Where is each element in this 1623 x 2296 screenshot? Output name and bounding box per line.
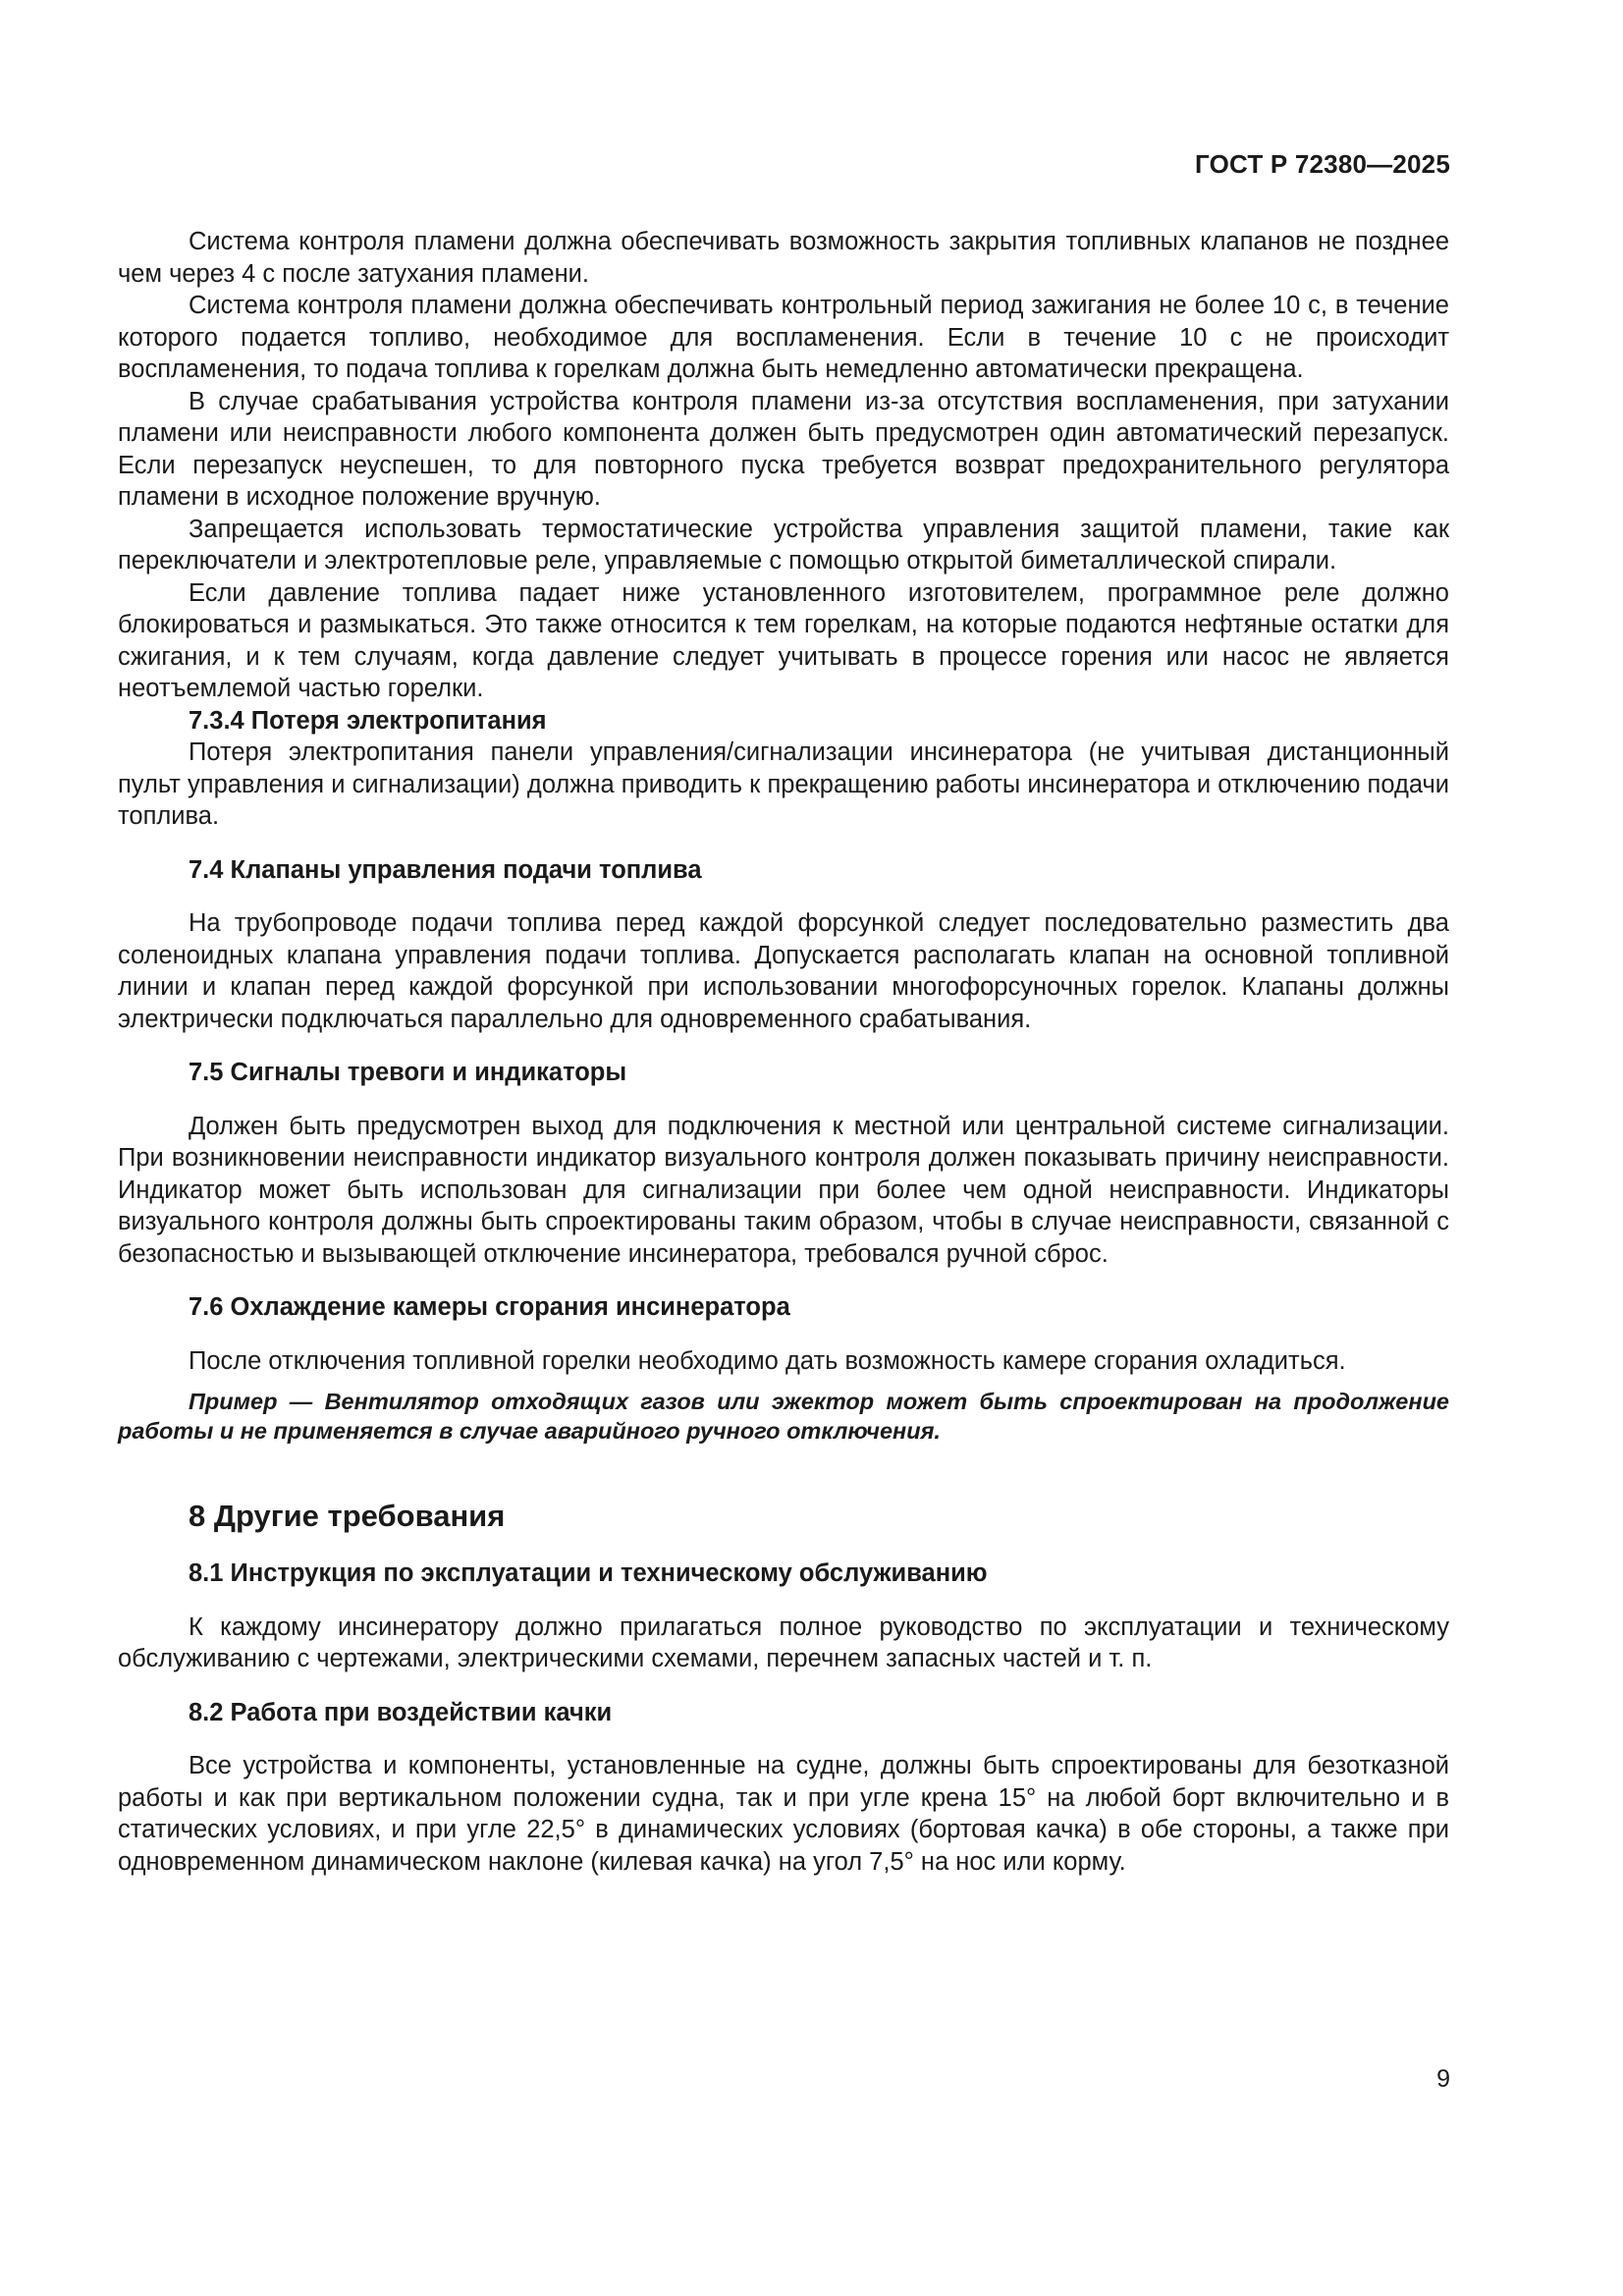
heading-8: 8 Другие требования	[189, 1499, 506, 1533]
example-note: Пример — Вентилятор отходящих газов или эжектор может быть спроектирован на продолжение работы и не применяется в случае аварийного ручного отключения.	[118, 1389, 1449, 1444]
paragraph-ignition-period: Система контроля пламени должна обеспечивать контрольный период зажигания не более 10 с, в течение которого подается топливо, необходимое для воспламенения. Если в течение 10 с не происходит воспламенения, то подача топлива к горелкам должна быть немедленно автоматически прекращена.	[118, 292, 1449, 383]
paragraph-power-loss: Потеря электропитания панели управления/сигнализации инсинератора (не учитывая дистанционный пульт управления и сигнализации) должна приводить к прекращению работы инсинератора и отключению подачи топлива.	[118, 738, 1449, 830]
paragraph-fuel-valves: На трубопроводе подачи топлива перед каждой форсункой следует последовательно разместить два соленоидных клапана управления подачи топлива. Допускается располагать клапан на основной топливной линии и клапан перед каждой форсункой при использовании многофорсуночных горелок. Клапаны должны электрически подключаться параллельно для одновременного срабатывания.	[118, 909, 1449, 1033]
paragraph-chamber-cooling: После отключения топливной горелки необходимо дать возможность камере сгорания охладиться.	[189, 1346, 1346, 1375]
paragraph-operation-manual: К каждому инсинератору должно прилагаться полное руководство по эксплуатации и техническому обслуживанию с чертежами, электрическими схемами, перечнем запасных частей и т. п.	[118, 1613, 1449, 1672]
page-content	[118, 226, 1449, 1878]
heading-7-5: 7.5 Сигналы тревоги и индикаторы	[189, 1059, 627, 1086]
heading-7-4: 7.4 Клапаны управления подачи топлива	[189, 855, 702, 884]
paragraph-thermostatic-devices: Запрещается использовать термостатические устройства управления защитой пламени, такие как переключатели и электротепловые реле, управляемые с помощью открытой биметаллической спирали.	[118, 515, 1449, 574]
paragraph-fuel-pressure: Если давление топлива падает ниже установленного изготовителем, программное реле должно блокироваться и размыкаться. Это также относится к тем горелкам, на которые подаются нефтяные остатки для сжигания, и к тем случаям, когда давление следует учитывать в процессе горения или насос не является неотъемлемой частью горелки.	[118, 578, 1449, 702]
heading-7-3-4: 7.3.4 Потеря электропитания	[189, 706, 547, 735]
document-code: ГОСТ Р 72380—2025	[1195, 149, 1450, 179]
heading-8-2: 8.2 Работа при воздействии качки	[189, 1698, 613, 1726]
paragraph-ship-motion: Все устройства и компоненты, установленные на судне, должны быть спроектированы для безотказной работы и как при вертикальном положении судна, так и при угле крена 15° на любой борт включительно и в статических условиях, и при угле 22,5° в динамических условиях (бортовая качка) в обе стороны, а также при одновременном динамическом наклоне (килевая качка) на угол 7,5° на нос или корму.	[118, 1752, 1449, 1876]
paragraph-flame-valve-closing: Система контроля пламени должна обеспечивать возможность закрытия топливных клапанов не позднее чем через 4 с после затухания пламени.	[118, 228, 1449, 288]
page-number: 9	[1436, 2065, 1450, 2093]
heading-7-6: 7.6 Охлаждение камеры сгорания инсинератора	[189, 1293, 790, 1321]
paragraph-automatic-restart: В случае срабатывания устройства контроля пламени из-за отсутствия воспламенения, при затухании пламени или неисправности любого компонента должен быть предусмотрен один автоматический перезапуск. Если перезапуск неуспешен, то для повторного пуска требуется возврат предохранительного регулятора пламени в исходное положение вручную.	[118, 387, 1449, 511]
heading-8-1: 8.1 Инструкция по эксплуатации и техническому обслуживанию	[189, 1559, 988, 1587]
paragraph-alarms: Должен быть предусмотрен выход для подключения к местной или центральной системе сигнализации. При возникновении неисправности индикатор визуального контроля должен показывать причину неисправности. Индикатор может быть использован для сигнализации при более чем одной неисправности. Индикаторы визуального контроля должны быть спроектированы таким образом, чтобы в случае неисправности, связанной с безопасностью и вызывающей отключение инсинератора, требовался ручной сброс.	[118, 1112, 1449, 1268]
